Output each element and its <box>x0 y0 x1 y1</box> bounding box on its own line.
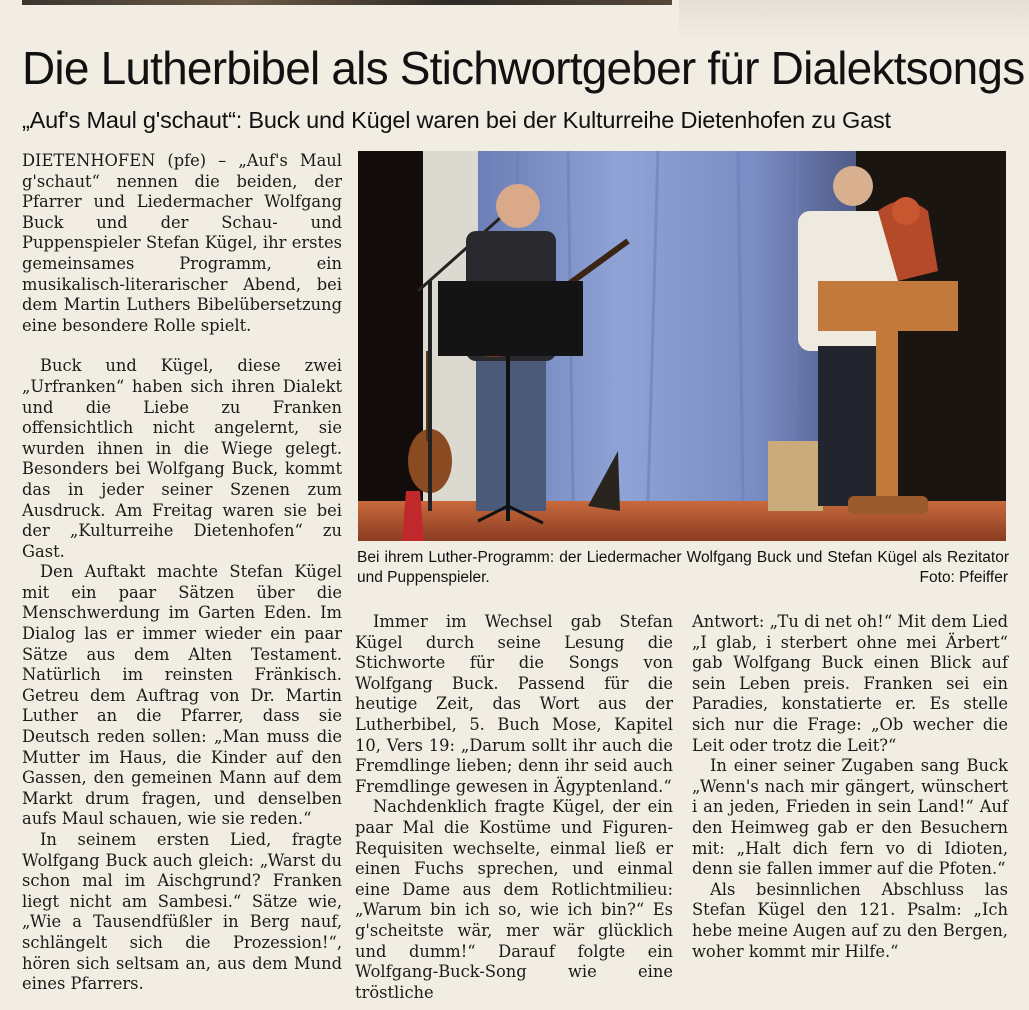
paragraph: Immer im Wechsel gab Stefan Kügel durch seine Lesung die Stichworte für die Songs von Wolfgang Buck. Passend für die heutige Zeit, das Wort aus der Lutherbibel, 5. Buch Mose, Kapitel 10, Vers 19: „Darum sollt ihr auch die Fremdlinge lieben; denn ihr seid auch Fremdlinge gewesen in Ägyptenland.“ <box>355 612 673 796</box>
paragraph: In einer seiner Zugaben sang Buck „Wenn's nach mir gängert, wünschert i an jeden, Frieden in sein Land!“ Auf den Heimweg gab er den Besuchern mit: „Halt dich fern vo di Idioten, denn sie fallen immer auf die Pfoten.“ <box>692 756 1008 879</box>
paragraph: In seinem ersten Lied, fragte Wolfgang Buck auch gleich: „Warst du schon mal im Aischgrund? Franken liegt nicht am Sambesi.“ Sätze wie, „Wie a Tausendfüßler in Berg nauf, schlängelt sich die Prozession!“, hören sich seltsam an, aus dem Mund eines Pfarrers. <box>22 830 342 994</box>
paragraph: Antwort: „Tu di net oh!“ Mit dem Lied „I glab, i sterbert ohne mei Ärbert“ gab Wolfgang Buck einen Blick auf sein Leben preis. Franken sei ein Paradies, konstatierte er. Es stelle sich nur die Frage: „Ob wecher die Leit oder trotz die Leit?“ <box>692 612 1008 755</box>
headline: Die Lutherbibel als Stichwortgeber für Dialektsongs <box>22 42 1025 94</box>
stage-photo <box>358 151 1006 541</box>
article-column-3 <box>692 612 1008 962</box>
photo-credit: Foto: Pfeiffer <box>919 569 1008 586</box>
paragraph: Als besinnlichen Abschluss las Stefan Kügel den 121. Psalm: „Ich hebe meine Augen auf zu den Bergen, woher kommt mir Hilfe.“ <box>692 879 1008 961</box>
paragraph: DIETENHOFEN (pfe) – „Auf's Maul g'schaut“ nennen die beiden, der Pfarrer und Liedermacher Wolfgang Buck und der Schau- und Puppenspieler Stefan Kügel, ihr erstes gemeinsames Programm, ein musikalisch-literarischer Abend, bei dem Martin Luthers Bibelübersetzung eine besondere Rolle spielt. <box>22 151 342 335</box>
page-shadow <box>679 0 1029 40</box>
paragraph: Den Auftakt machte Stefan Kügel mit ein paar Sätzen über die Menschwerdung im Garten Eden. Im Dialog las er immer wieder ein paar Sätze aus dem Alten Testament. Natürlich im reinsten Fränkisch. Getreu dem Auftrag von Dr. Martin Luther an die Pfarrer, dass sie Deutsch reden sollen: „Man muss die Mutter im Haus, die Kinder auf den Gassen, den gemeinen Mann auf dem Markt drum fragen, und denselben aufs Maul schauen, wie sie reden.“ <box>22 562 342 829</box>
article-column-2 <box>355 612 673 1003</box>
stage-photo-illustration <box>358 151 1006 541</box>
photo-caption: Bei ihrem Luther-Programm: der Liedermacher Wolfgang Buck und Stefan Kügel als Rezitator und Puppenspieler. <box>357 549 1009 586</box>
subheadline: „Auf's Maul g'schaut“: Buck und Kügel waren bei der Kulturreihe Dietenhofen zu Gast <box>22 107 891 133</box>
previous-article-image-edge <box>22 0 672 5</box>
paragraph: Buck und Kügel, diese zwei „Urfranken“ haben sich ihren Dialekt und die Liebe zu Franken offensichtlich nicht angelernt, sie wurden ihnen in die Wiege gelegt. Besonders bei Wolfgang Buck, kommt das in jeder seiner Szenen zum Ausdruck. Am Freitag waren sie bei der „Kulturreihe Dietenhofen“ zu Gast. <box>22 356 342 561</box>
paragraph: Nachdenklich fragte Kügel, der ein paar Mal die Kostüme und Figuren-Requisiten wechselte, einmal ließ er einen Fuchs sprechen, und einmal eine Dame aus dem Rotlichtmilieu: „Warum bin ich so, wie ich bin?“ Es g'scheitste wär, mer wär glücklich und dumm!“ Darauf folgte ein Wolfgang-Buck-Song wie eine tröstliche <box>355 797 673 1002</box>
article-column-1 <box>22 151 342 995</box>
